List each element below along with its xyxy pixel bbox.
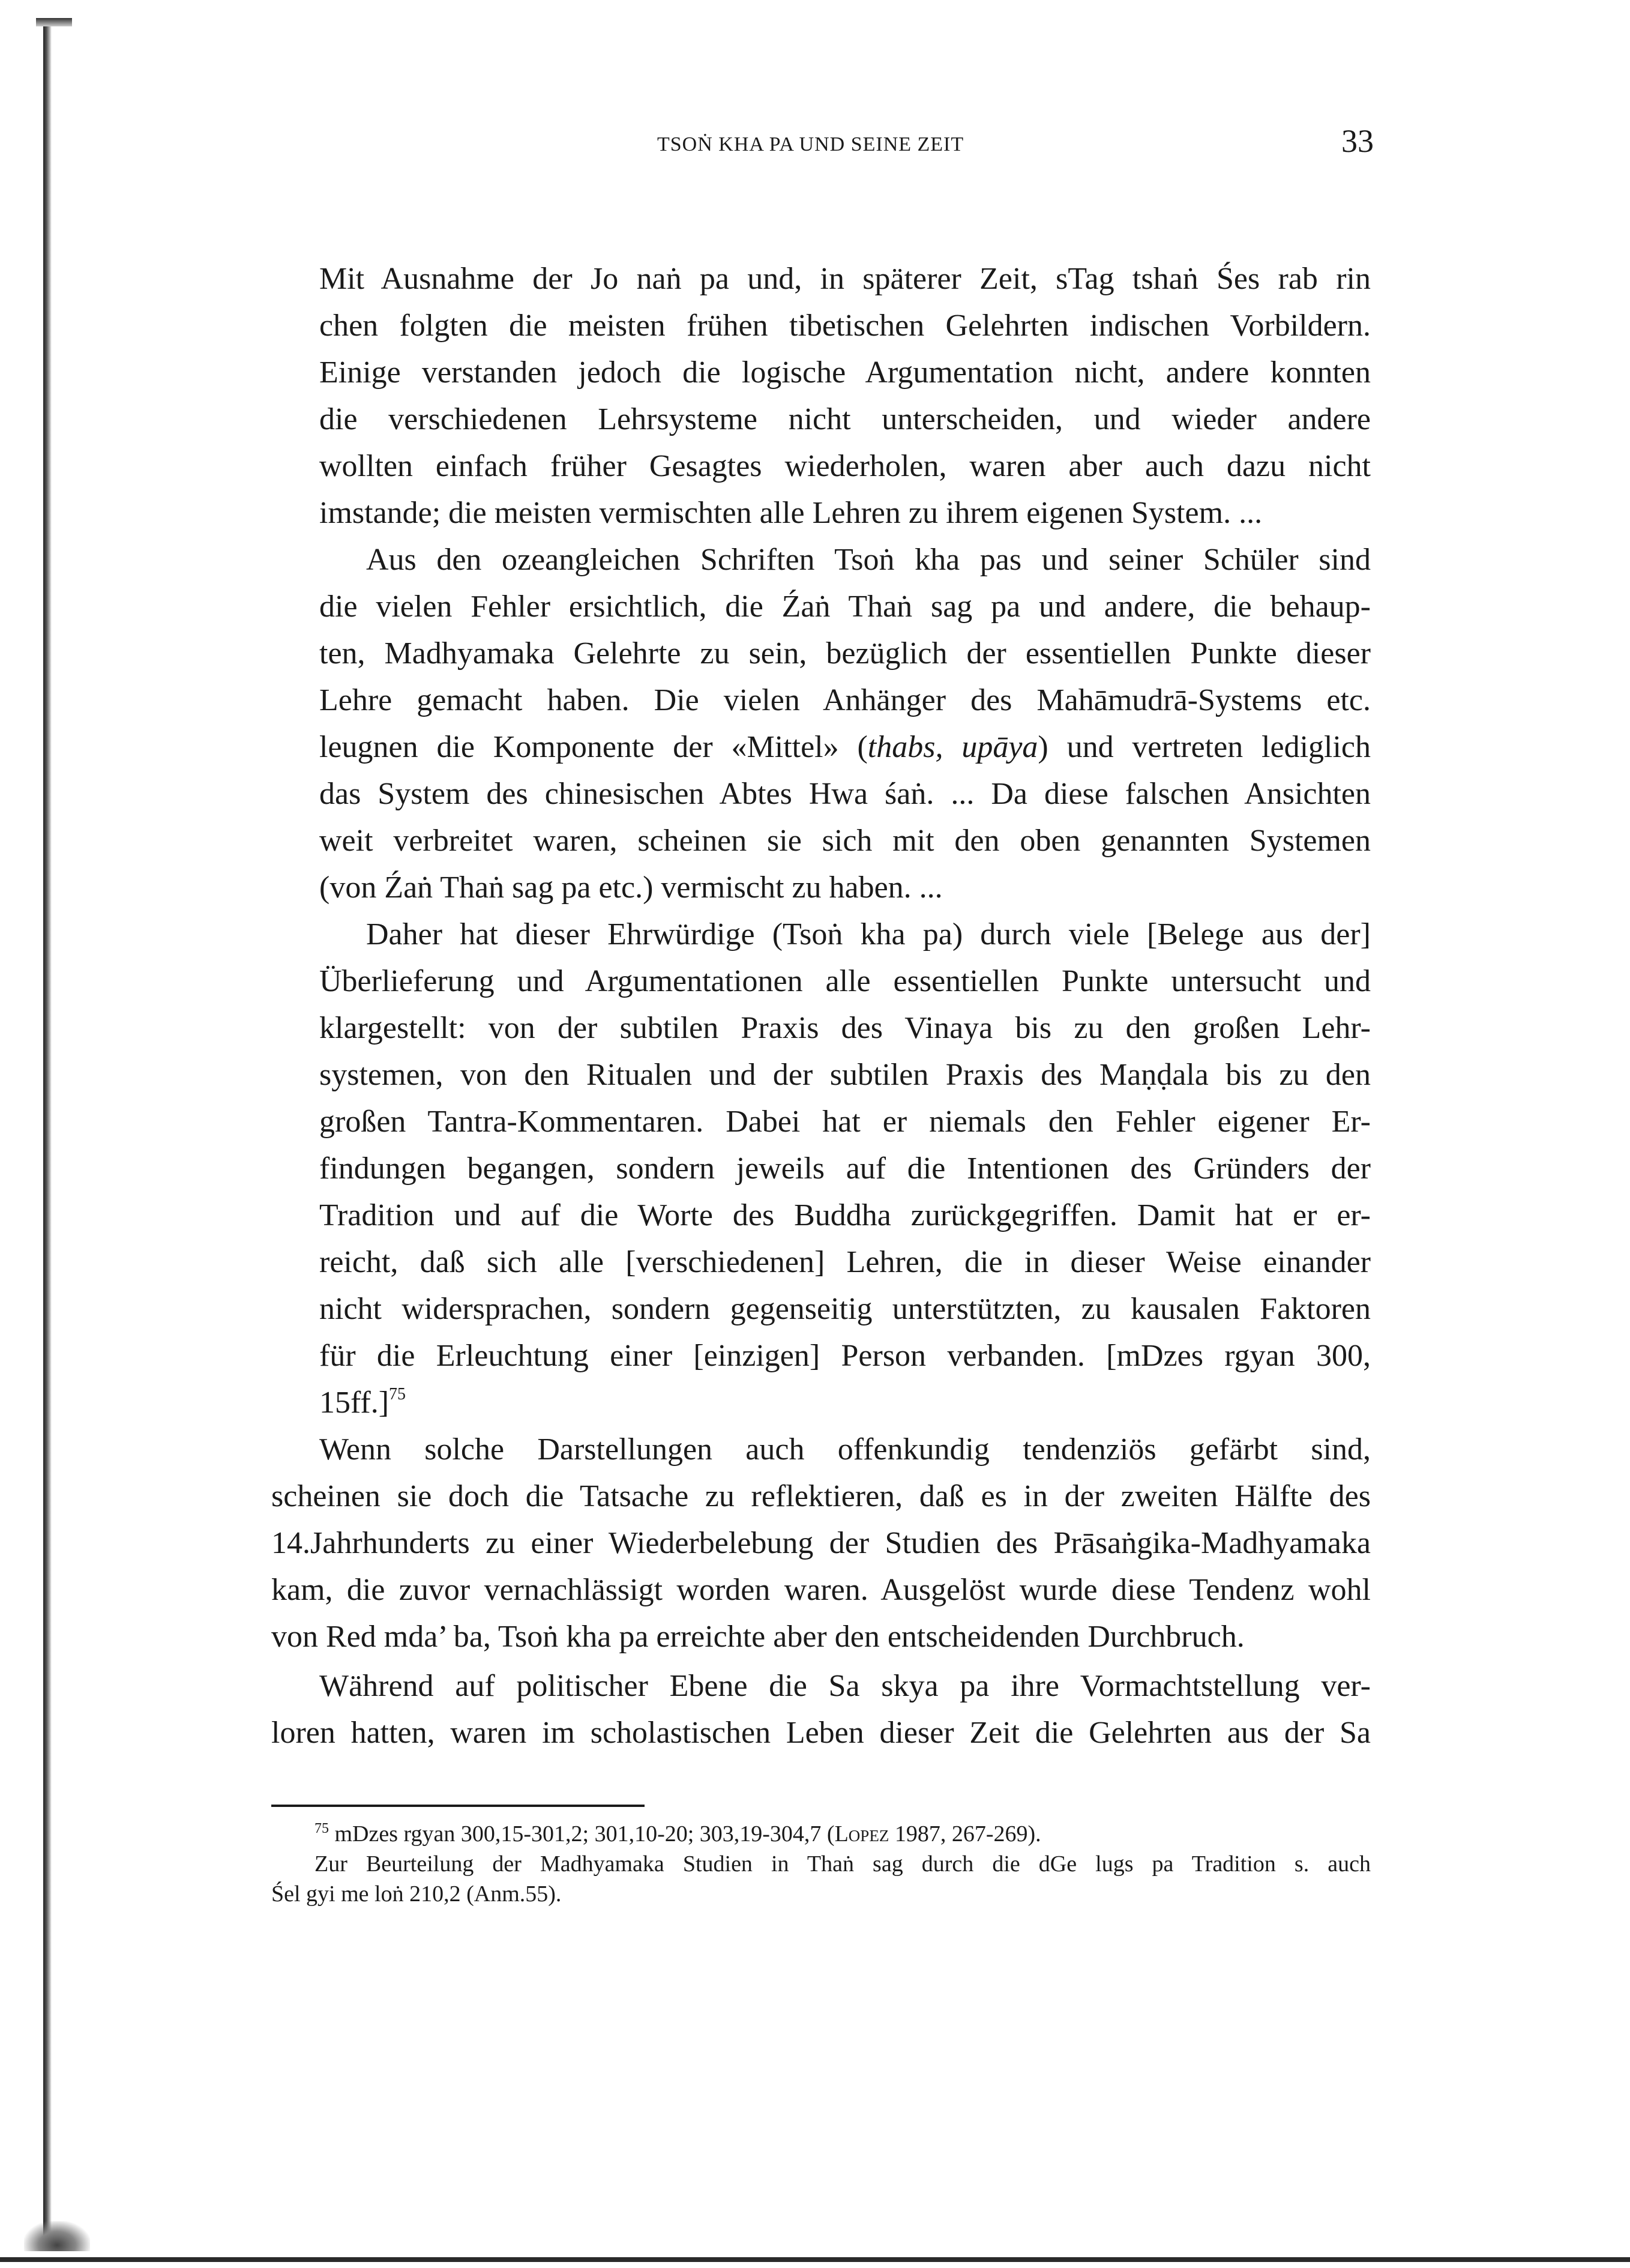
quote-line: findungen begangen, sondern jeweils auf die Intentionen des Gründers der: [319, 1151, 1371, 1186]
body-line: scheinen sie doch die Tatsache zu reflektieren, daß es in der zweiten Hälfte des: [271, 1479, 1371, 1513]
footnote-text: 1987, 267-269).: [889, 1821, 1041, 1847]
quote-line: chen folgten die meisten frühen tibetischen Gelehrten indischen Vorbildern.: [319, 309, 1371, 343]
quote-text: leugnen die Komponente der «Mittel» (: [319, 730, 868, 764]
scan-smudge: [24, 2221, 90, 2251]
body-line: von Red mda’ ba, Tsoṅ kha pa erreichte aber den entscheidenden Durchbruch.: [271, 1620, 1245, 1654]
footnote-75: [314, 1819, 1041, 1849]
quote-line: großen Tantra-Kommentaren. Dabei hat er niemals den Fehler eigener Er-: [319, 1105, 1371, 1139]
quote-line: Mit Ausnahme der Jo naṅ pa und, in späterer Zeit, sTag tshaṅ Śes rab rin: [319, 262, 1371, 296]
footnote-author: Lopez: [834, 1821, 889, 1847]
quote-line: [319, 724, 1371, 771]
page-number: 33: [1341, 123, 1374, 159]
quote-line: klargestellt: von der subtilen Praxis des Vinaya bis zu den großen Lehr-: [319, 1011, 1371, 1045]
quote-line: systemen, von den Ritualen und der subtilen Praxis des Maṇḍala bis zu den: [319, 1058, 1371, 1092]
scan-edge-top: [36, 18, 72, 26]
quote-line: Tradition und auf die Worte des Buddha zurückgegriffen. Damit hat er er-: [319, 1198, 1371, 1232]
quote-line: weit verbreitet waren, scheinen sie sich mit den oben genannten Systemen: [319, 824, 1371, 858]
scan-binding-edge: [43, 24, 52, 2239]
quote-text: 15ff.]: [319, 1386, 389, 1420]
body-line: kam, die zuvor vernachlässigt worden waren. Ausgelöst wurde diese Tendenz wohl: [271, 1573, 1371, 1607]
body-line: Wenn solche Darstellungen auch offenkundig tendenziös gefärbt sind,: [319, 1432, 1371, 1467]
body-line: Während auf politischer Ebene die Sa skya pa ihre Vormachtstellung ver-: [319, 1669, 1371, 1703]
quote-line: für die Erleuchtung einer [einzigen] Person verbanden. [mDzes rgyan 300,: [319, 1339, 1371, 1373]
running-head: TSOṄ KHA PA UND SEINE ZEIT: [657, 133, 964, 155]
footnote-reference[interactable]: 75: [389, 1385, 406, 1404]
quote-line: die vielen Fehler ersichtlich, die Źaṅ Thaṅ sag pa und andere, die behaup-: [319, 590, 1371, 624]
footnote-line: Zur Beurteilung der Madhyamaka Studien in Thaṅ sag durch die dGe lugs pa Tradition s. auch: [314, 1851, 1371, 1877]
quote-line: imstande; die meisten vermischten alle Lehren zu ihrem eigenen System. ...: [319, 496, 1263, 530]
footnote-rule: [271, 1805, 645, 1807]
footnote-text: mDzes rgyan 300,15-301,2; 301,10-20; 303,19-304,7 (: [334, 1821, 835, 1847]
quote-line: wollten einfach früher Gesagtes wiederholen, waren aber auch dazu nicht: [319, 449, 1371, 483]
scan-bottom-edge: [0, 2257, 1630, 2262]
quote-line: [319, 1380, 1371, 1426]
quote-line: ten, Madhyamaka Gelehrte zu sein, bezüglich der essentiellen Punkte dieser: [319, 636, 1371, 671]
quote-line: Einige verstanden jedoch die logische Argumentation nicht, andere konnten: [319, 355, 1371, 390]
quote-line: nicht widersprachen, sondern gegenseitig unterstützten, zu kausalen Faktoren: [319, 1292, 1371, 1326]
quote-line: Überlieferung und Argumentationen alle essentiellen Punkte untersucht und: [319, 964, 1371, 998]
quote-line: Aus den ozeangleichen Schriften Tsoṅ kha pas und seiner Schüler sind: [366, 543, 1371, 577]
quote-line: (von Źaṅ Thaṅ sag pa etc.) vermischt zu haben. ...: [319, 870, 943, 905]
quote-line: die verschiedenen Lehrsysteme nicht unterscheiden, und wieder andere: [319, 402, 1371, 436]
footnote-line: Śel gyi me loṅ 210,2 (Anm.55).: [271, 1881, 562, 1907]
quote-line: Lehre gemacht haben. Die vielen Anhänger des Mahāmudrā-Systems etc.: [319, 683, 1371, 717]
footnote-number: 75: [314, 1821, 329, 1836]
body-line: 14.Jahrhunderts zu einer Wiederbelebung der Studien des Prāsaṅgika-Madhyamaka: [271, 1526, 1371, 1560]
quote-italic-term: thabs, upāya: [867, 730, 1038, 764]
quote-line: Daher hat dieser Ehrwürdige (Tsoṅ kha pa) durch viele [Belege aus der]: [366, 917, 1371, 952]
quote-line: reicht, daß sich alle [verschiedenen] Lehren, die in dieser Weise einander: [319, 1245, 1371, 1279]
quote-line: das System des chinesischen Abtes Hwa śaṅ. ... Da diese falschen Ansichten: [319, 777, 1371, 811]
body-line: loren hatten, waren im scholastischen Leben dieser Zeit die Gelehrten aus der Sa: [271, 1716, 1371, 1750]
quote-text: ) und vertreten lediglich: [1038, 730, 1371, 764]
